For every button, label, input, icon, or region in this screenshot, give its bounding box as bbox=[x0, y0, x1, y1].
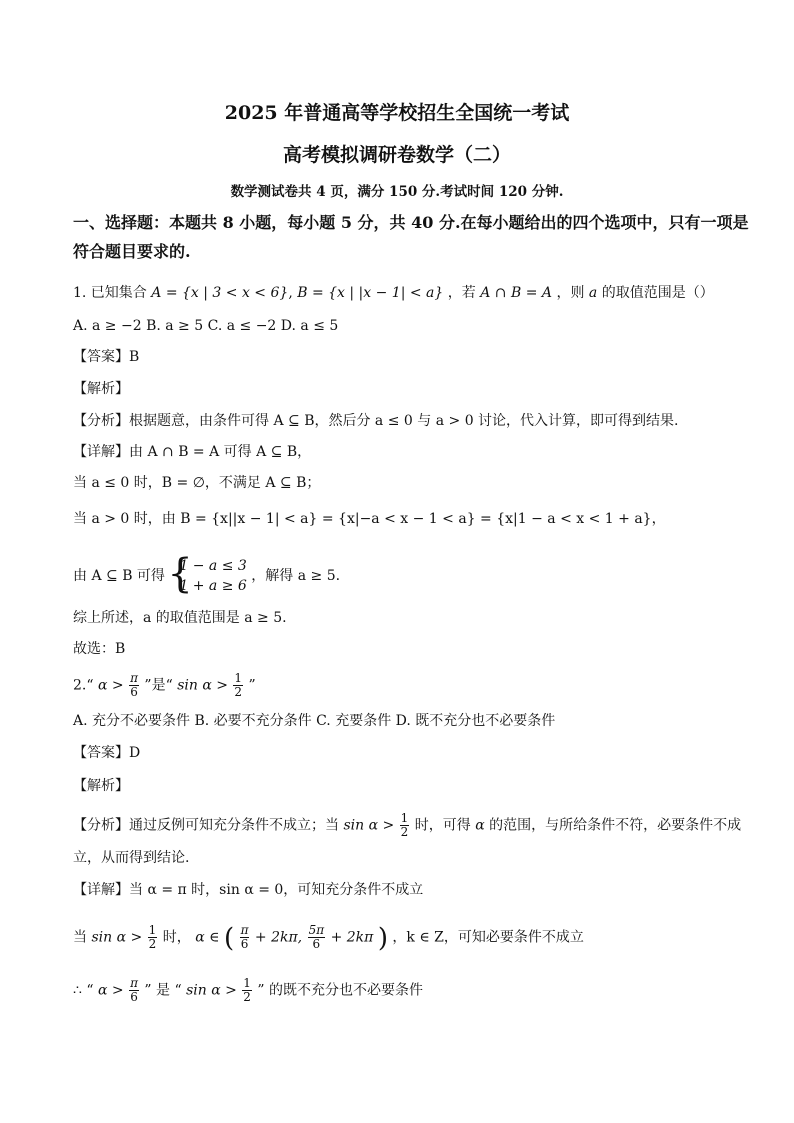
q2-fenxi-line2: 立，从而得到结论. bbox=[73, 850, 190, 866]
q2-stem-suffix: ” bbox=[248, 677, 256, 694]
q2-detail-2-half-den: 2 bbox=[148, 937, 157, 951]
q2-conclusion-sin: sin α > bbox=[186, 982, 237, 999]
q2-conclusion-alpha: α > bbox=[97, 982, 124, 999]
q2-detail-2-half-num: 1 bbox=[148, 923, 157, 937]
q2-fenxi-half-den: 2 bbox=[400, 825, 409, 839]
q2-interval-left: + 2kπ, bbox=[254, 929, 303, 946]
exam-note: 数学测试卷共 4 页，满分 150 分.考试时间 120 分钟. bbox=[230, 184, 564, 200]
q2-interval-right: + 2kπ bbox=[330, 929, 374, 946]
q1-detail-1: 【详解】由 A ∩ B = A 可得 A ⊆ B， bbox=[73, 444, 312, 460]
section-heading-line2: 符合题目要求的. bbox=[73, 242, 191, 261]
q1-answer: 【答案】B bbox=[73, 349, 140, 365]
q1-detail-2: 当 a ≤ 0 时，B = ∅，不满足 A ⊆ B； bbox=[73, 475, 321, 491]
exam-subtitle: 高考模拟调研卷数学（二） bbox=[282, 144, 511, 166]
q1-detail-4 bbox=[73, 551, 341, 597]
q1-detail-3: 当 a > 0 时，由 B = {x||x − 1| < a} = {x|−a < x − 1 < a} = {x|1 − a < x < 1 + a}， bbox=[73, 511, 666, 527]
q1-mid: ，若 bbox=[447, 285, 476, 301]
q1-analysis-label: 【解析】 bbox=[73, 381, 129, 397]
q2-fenxi-a: 【分析】通过反例可知充分条件不成立；当 bbox=[73, 817, 339, 834]
q2-frac-den: 6 bbox=[130, 685, 138, 699]
q1-inequality-system: { 1 − a ≤ 3 1 + a ≥ 6 bbox=[167, 551, 247, 597]
q1-set-b: B = {x | |x − 1| < a} bbox=[297, 285, 444, 301]
q1-options: A. a ≥ −2 B. a ≥ 5 C. a ≤ −2 D. a ≤ 5 bbox=[73, 318, 339, 334]
q2-fenxi-alpha: α bbox=[475, 817, 485, 834]
q1-var: a bbox=[588, 285, 598, 301]
q1-detail-4-prefix: 由 A ⊆ B 可得 bbox=[73, 568, 165, 584]
q2-conclusion-b: ” 是 “ bbox=[144, 982, 182, 999]
q2-interval-pi6-num: π bbox=[240, 923, 249, 937]
q2-conclusion-a: ∴ “ bbox=[73, 982, 94, 999]
q2-answer: 【答案】D bbox=[73, 745, 141, 761]
section-heading-line1: 一、选择题：本题共 8 小题，每小题 5 分，共 40 分.在每小题给出的四个选项中，只有一项是 bbox=[73, 213, 749, 232]
q2-conclusion-pi6-num: π bbox=[130, 976, 138, 990]
q2-conclusion-half-den: 2 bbox=[243, 990, 251, 1004]
q2-analysis-label: 【解析】 bbox=[73, 778, 129, 794]
q1-set-a: A = {x | 3 < x < 6} bbox=[151, 285, 289, 301]
q2-fenxi bbox=[73, 812, 741, 839]
q2-conclusion-pi6-den: 6 bbox=[130, 990, 138, 1004]
q1-mid2: ，则 bbox=[556, 285, 585, 301]
exam-title: 2025 年普通高等学校招生全国统一考试 bbox=[224, 102, 570, 124]
q1-system-line-2: 1 + a ≥ 6 bbox=[179, 578, 247, 594]
q2-fenxi-sin: sin α > bbox=[343, 817, 395, 834]
q2-conclusion-c: ” 的既不充分也不必要条件 bbox=[257, 982, 423, 999]
q2-one-half bbox=[233, 672, 243, 699]
q2-interval-pi6-den: 6 bbox=[240, 937, 249, 951]
q2-stem bbox=[73, 672, 256, 699]
q1-condition: A ∩ B = A bbox=[480, 285, 552, 301]
q2-detail-2-a: 当 bbox=[73, 929, 87, 946]
q1-system-line-1: 1 − a ≤ 3 bbox=[179, 558, 247, 574]
q2-fenxi-half-num: 1 bbox=[400, 811, 409, 825]
q2-pi-over-6 bbox=[129, 672, 139, 699]
q2-conclusion-half bbox=[242, 977, 252, 1004]
q2-interval-5pi6-den: 6 bbox=[312, 937, 321, 951]
q2-conclusion bbox=[73, 977, 423, 1004]
q1-fenxi: 【分析】根据题意，由条件可得 A ⊆ B，然后分 a ≤ 0 与 a > 0 讨论，代入计算，即可得到结果. bbox=[73, 413, 679, 429]
q2-half-den: 2 bbox=[234, 685, 243, 699]
q2-detail-2-sin: sin α > bbox=[91, 929, 143, 946]
q2-interval-start: α ∈ bbox=[195, 929, 220, 946]
q2-stem-mid: ”是“ bbox=[144, 677, 173, 694]
q2-sin-alpha-gt: sin α > bbox=[177, 677, 228, 694]
q2-interval-5pi6-num: 5π bbox=[308, 923, 325, 937]
q2-stem-prefix: 2.“ bbox=[73, 677, 94, 694]
q2-interval-pi6 bbox=[240, 924, 250, 951]
q1-stem: 1. 已知集合 A = {x | 3 < x < 6}, B = {x | |x − 1| < a} ，若 A ∩ B = A ，则 a 的取值范围是（） bbox=[73, 285, 714, 301]
q1-choose: 故选：B bbox=[73, 641, 126, 657]
q2-conclusion-half-num: 1 bbox=[243, 976, 251, 990]
q2-frac-num: π bbox=[130, 671, 138, 685]
q2-fenxi-half bbox=[400, 812, 410, 839]
q2-detail-2-c: ，k ∈ Z，可知必要条件不成立 bbox=[392, 929, 584, 946]
q2-fenxi-c: 的范围，与所给条件不符，必要条件不成 bbox=[489, 817, 742, 834]
q1-prefix: 1. 已知集合 bbox=[73, 285, 147, 301]
q2-detail-2: 当 sin α > $\frac{1}{2}$ 时， α ∈ ( $\frac{\pi}{6}$ + 2kπ, $\frac{5\pi}{6}$ + 2kπ ) ，k ∈ Z，可知必要条件不成立 bbox=[73, 923, 584, 954]
q1-detail-4-suffix: ，解得 a ≥ 5. bbox=[251, 568, 341, 584]
q2-fenxi-b: 时，可得 bbox=[414, 817, 471, 834]
q2-conclusion-pi6 bbox=[129, 977, 139, 1004]
q2-detail-2-half bbox=[148, 924, 158, 951]
q2-alpha-gt: α > bbox=[97, 677, 124, 694]
q1-suffix: 的取值范围是（） bbox=[601, 285, 714, 301]
q2-half-num: 1 bbox=[234, 671, 243, 685]
q2-interval-5pi6 bbox=[308, 924, 326, 951]
q1-summary: 综上所述，a 的取值范围是 a ≥ 5. bbox=[73, 610, 287, 626]
q2-detail-1: 【详解】当 α = π 时，sin α = 0，可知充分条件不成立 bbox=[73, 882, 424, 898]
q2-detail-2-b: 时， bbox=[162, 929, 191, 946]
q2-options: A. 充分不必要条件 B. 必要不充分条件 C. 充要条件 D. 既不充分也不必要条件 bbox=[73, 713, 556, 729]
